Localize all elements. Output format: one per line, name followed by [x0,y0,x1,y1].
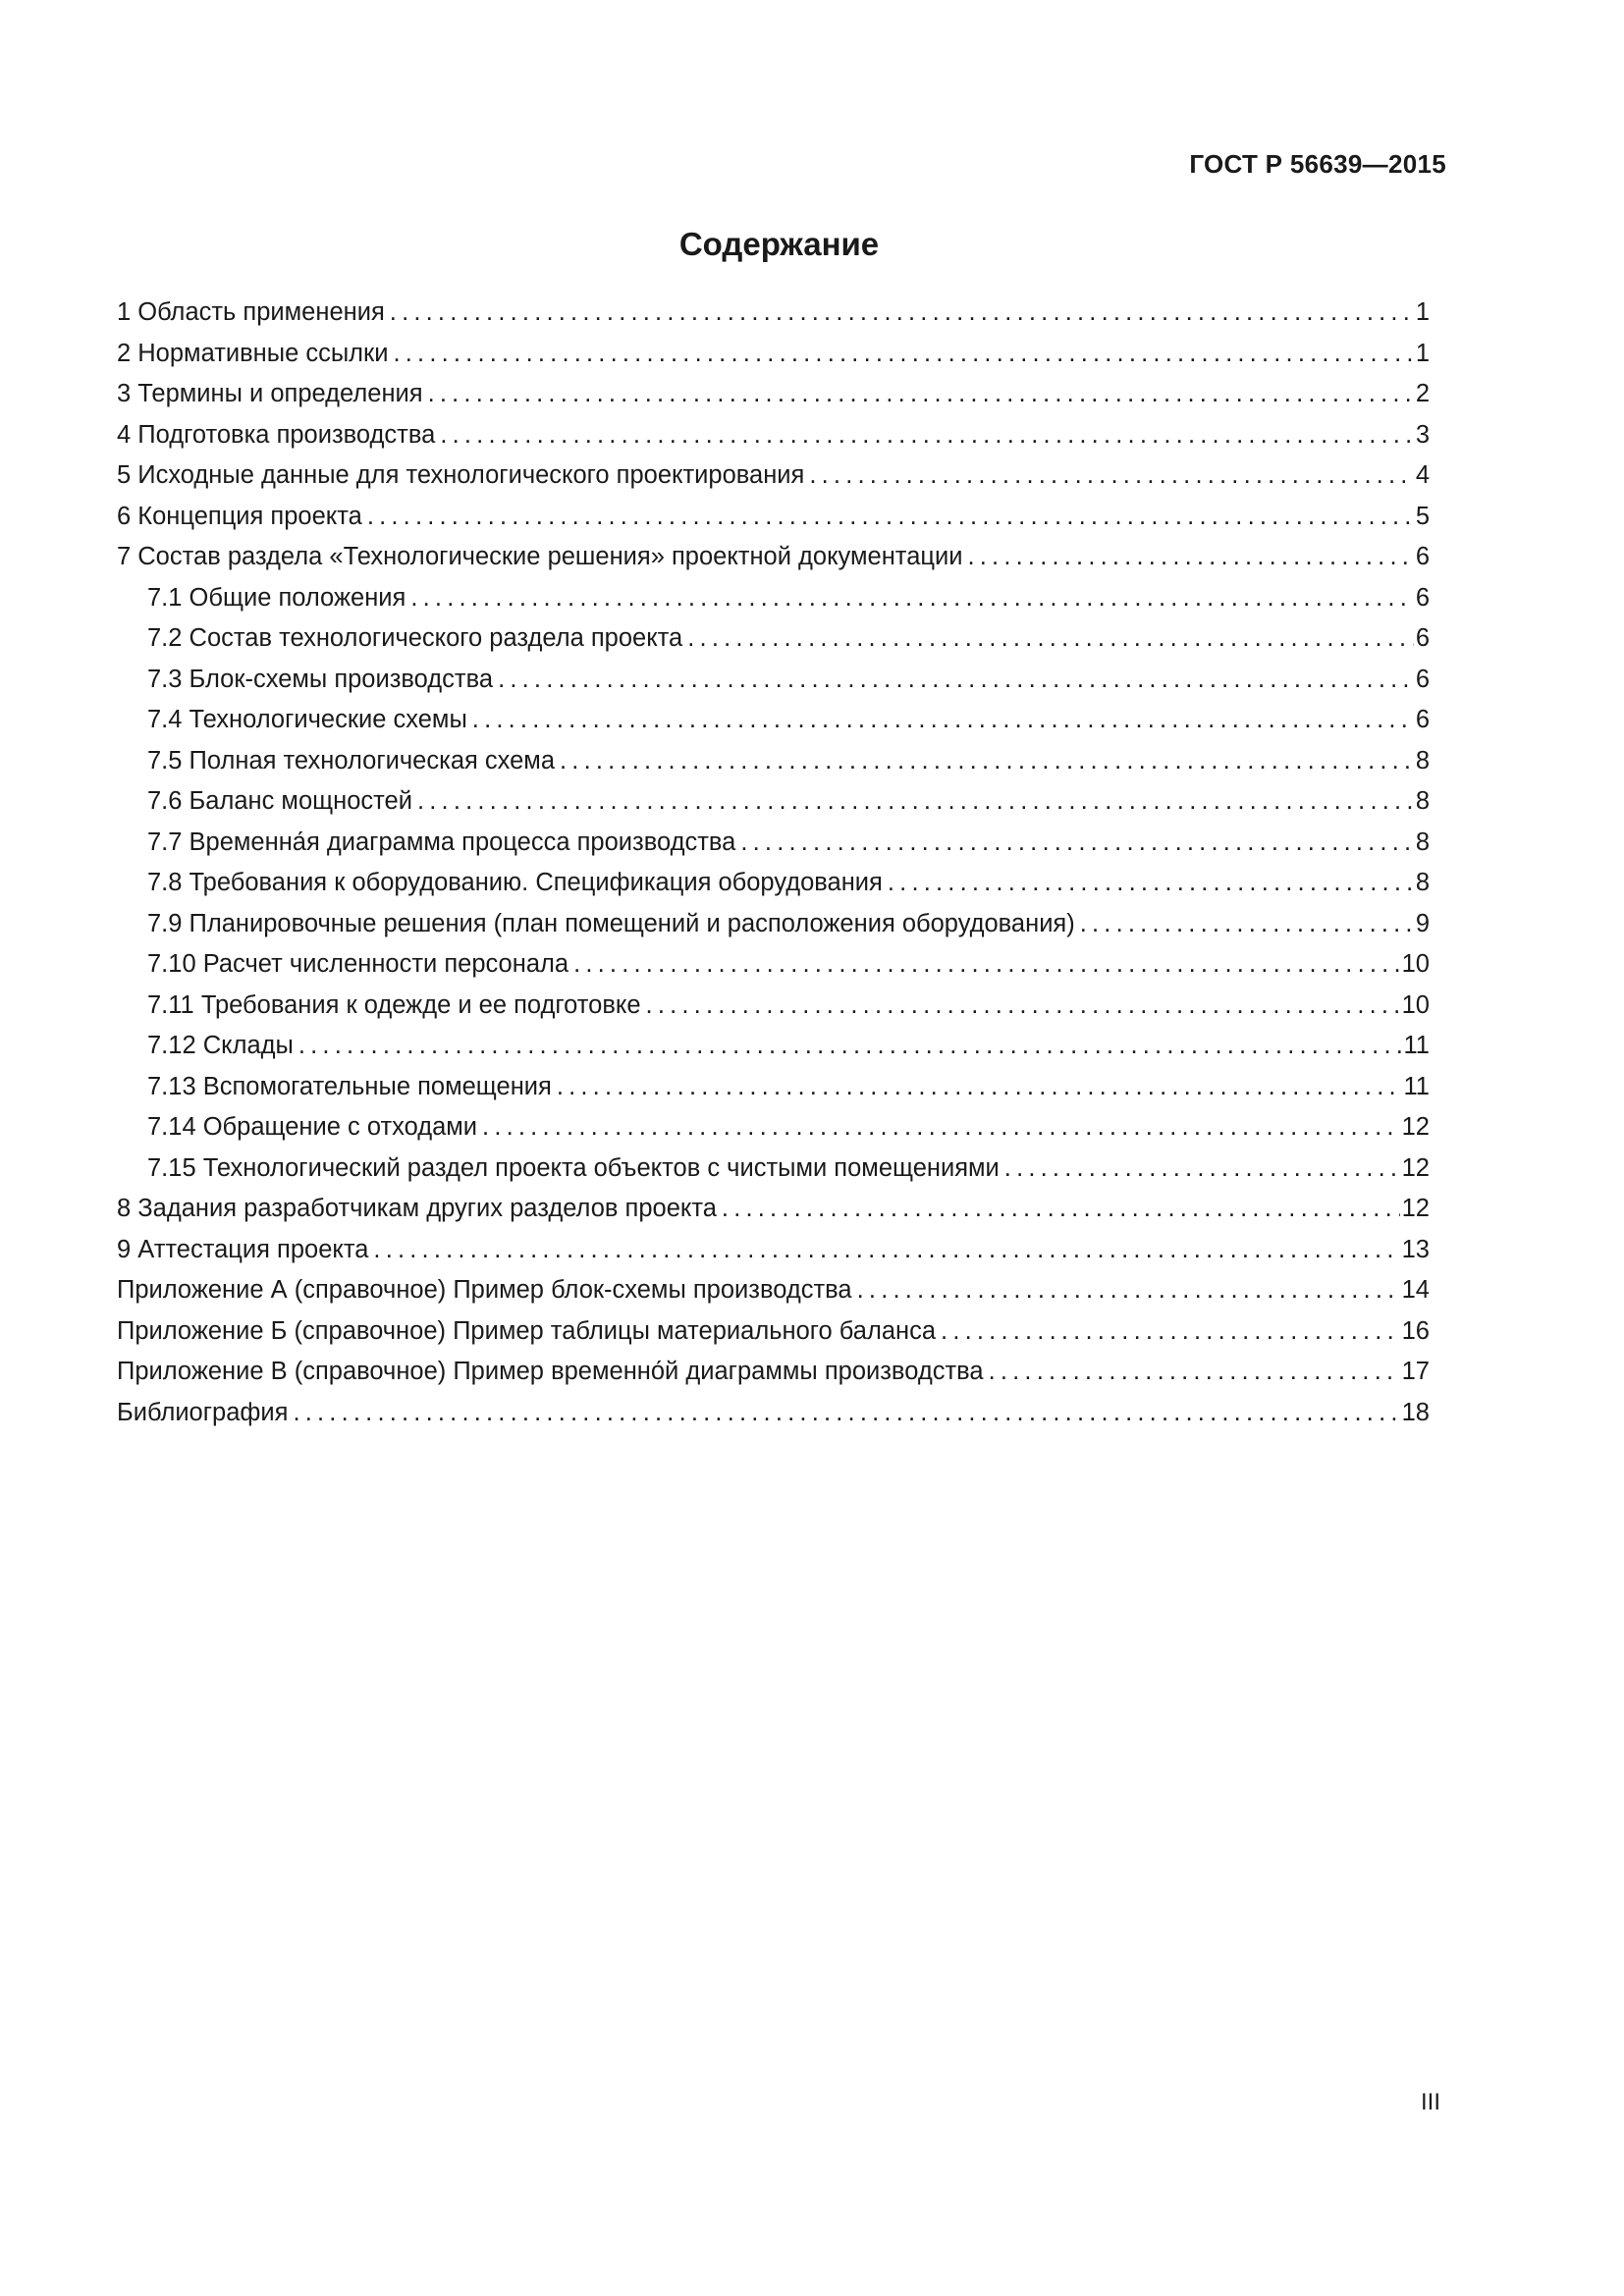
toc-entry-page: 12 [1401,1195,1430,1222]
table-of-contents [117,298,1430,1439]
toc-entry-page: 6 [1415,706,1430,733]
toc-entry-label: Приложение Б (справочное) Пример таблицы материального баланса [117,1316,937,1345]
toc-entry-label: 7.4 Технологические схемы [147,706,467,733]
toc-entry-page: 10 [1401,990,1430,1019]
toc-entry[interactable] [117,461,1430,503]
toc-entry-label: 5 Исходные данные для технологического проектирования [117,461,805,489]
toc-entry-page: 17 [1401,1358,1430,1385]
toc-dot-leader [288,1399,1399,1427]
toc-entry-page: 11 [1403,1032,1430,1059]
toc-entry[interactable] [117,380,1430,421]
toc-entry[interactable] [117,706,1430,747]
toc-entry-label: Приложение В (справочное) Пример временно́й диаграммы производства [117,1358,984,1385]
toc-entry-page: 4 [1415,461,1430,489]
toc-entry[interactable] [117,1358,1430,1399]
toc-entry[interactable] [117,666,1430,707]
toc-entry[interactable] [117,1317,1430,1359]
toc-entry-label: 7.1 Общие положения [147,583,406,612]
standard-code: ГОСТ Р 56639—2015 [1189,149,1446,179]
toc-entry[interactable] [117,1399,1430,1440]
toc-entry[interactable] [117,1113,1430,1154]
toc-entry-label: 2 Нормативные ссылки [117,339,389,367]
toc-dot-leader [852,1276,1400,1305]
toc-dot-leader [368,1236,1399,1264]
toc-entry-label: 9 Аттестация проекта [117,1235,369,1263]
toc-entry-label: 4 Подготовка производства [117,420,436,449]
toc-entry-label: 7.8 Требования к оборудованию. Спецификация оборудования [147,869,883,896]
toc-dot-leader [493,666,1414,694]
toc-dot-leader [641,991,1400,1020]
toc-entry[interactable] [117,584,1430,625]
toc-dot-leader [406,584,1413,613]
toc-dot-leader [735,828,1413,857]
toc-entry-page: 8 [1415,746,1430,774]
toc-entry-page: 3 [1415,420,1430,449]
toc-entry[interactable] [117,1073,1430,1114]
toc-entry[interactable] [117,543,1430,584]
toc-dot-leader [962,543,1413,571]
toc-entry-label: 7.11 Требования к одежде и ее подготовке [147,990,641,1019]
toc-entry-page: 8 [1415,787,1430,815]
toc-entry-label: 7.3 Блок-схемы производства [147,665,494,693]
toc-entry[interactable] [117,910,1430,951]
toc-dot-leader [555,747,1414,775]
toc-dot-leader [388,340,1413,368]
toc-dot-leader [552,1073,1402,1101]
toc-entry-page: 10 [1401,950,1430,978]
toc-entry-label: 7.12 Склады [147,1032,294,1059]
toc-entry[interactable] [117,340,1430,381]
toc-dot-leader [385,298,1414,327]
toc-entry-label: 7.10 Расчет численности персонала [147,950,569,978]
toc-entry-page: 14 [1401,1276,1430,1304]
toc-title: Содержание [678,226,880,262]
toc-dot-leader [294,1032,1402,1060]
toc-entry-page: 16 [1401,1316,1430,1345]
toc-dot-leader [804,461,1413,490]
toc-entry-page: 6 [1415,583,1430,612]
toc-entry-page: 1 [1415,298,1430,326]
toc-entry-label: 7.2 Состав технологического раздела проекта [147,624,683,652]
toc-entry-page: 5 [1415,502,1430,530]
toc-entry-label: Приложение А (справочное) Пример блок-схемы производства [117,1276,852,1304]
toc-entry-label: 7.13 Вспомогательные помещения [147,1072,552,1100]
toc-entry-page: 13 [1401,1235,1430,1263]
toc-entry-label: 7.15 Технологический раздел проекта объектов с чистыми помещениями [147,1153,1000,1182]
toc-dot-leader [362,503,1414,531]
toc-entry[interactable] [117,869,1430,910]
toc-dot-leader [1000,1154,1400,1183]
toc-entry-label: Библиография [117,1398,289,1426]
toc-dot-leader [568,950,1400,979]
toc-entry-page: 8 [1415,869,1430,896]
toc-entry-page: 6 [1415,665,1430,693]
toc-dot-leader [883,869,1414,897]
toc-dot-leader [717,1195,1400,1223]
toc-entry[interactable] [117,421,1430,462]
toc-entry-label: 8 Задания разработчикам других разделов проекта [117,1195,717,1222]
toc-entry[interactable] [117,950,1430,991]
toc-entry[interactable] [117,298,1430,340]
toc-dot-leader [467,706,1414,734]
toc-entry[interactable] [117,1032,1430,1073]
toc-dot-leader [435,421,1414,450]
toc-entry[interactable] [117,1276,1430,1317]
toc-entry[interactable] [117,747,1430,788]
toc-entry-page: 2 [1415,380,1430,407]
toc-entry-page: 12 [1401,1113,1430,1141]
toc-entry-page: 11 [1403,1072,1430,1100]
toc-entry[interactable] [117,1195,1430,1236]
toc-entry[interactable] [117,503,1430,544]
page-number: III [1420,2089,1440,2115]
toc-entry-page: 9 [1415,909,1430,937]
toc-entry-page: 12 [1401,1153,1430,1182]
toc-entry-label: 7.9 Планировочные решения (план помещений и расположения оборудования) [147,909,1075,937]
toc-dot-leader [477,1113,1400,1142]
toc-dot-leader [423,380,1414,408]
toc-entry-label: 7.7 Временна́я диаграмма процесса производства [147,828,736,856]
toc-dot-leader [412,787,1414,816]
toc-entry-page: 18 [1401,1398,1430,1426]
toc-entry[interactable] [117,1154,1430,1196]
toc-dot-leader [936,1317,1400,1346]
toc-entry-label: 1 Область применения [117,298,385,326]
toc-entry-page: 6 [1415,543,1430,570]
toc-entry-label: 7.14 Обращение с отходами [147,1113,478,1141]
toc-entry[interactable] [117,624,1430,666]
toc-dot-leader [984,1358,1400,1386]
toc-entry[interactable] [117,1236,1430,1277]
toc-entry-label: 7 Состав раздела «Технологические решения» проектной документации [117,543,963,570]
toc-entry-label: 6 Концепция проекта [117,502,362,530]
toc-dot-leader [1075,910,1414,938]
toc-entry-label: 3 Термины и определения [117,380,423,407]
toc-dot-leader [682,624,1414,653]
toc-entry-page: 1 [1415,339,1430,367]
toc-entry-label: 7.6 Баланс мощностей [147,787,412,815]
toc-entry[interactable] [117,828,1430,870]
toc-entry-page: 8 [1415,828,1430,856]
toc-entry-label: 7.5 Полная технологическая схема [147,746,555,774]
toc-entry[interactable] [117,787,1430,828]
toc-entry[interactable] [117,991,1430,1033]
toc-entry-page: 6 [1415,624,1430,652]
